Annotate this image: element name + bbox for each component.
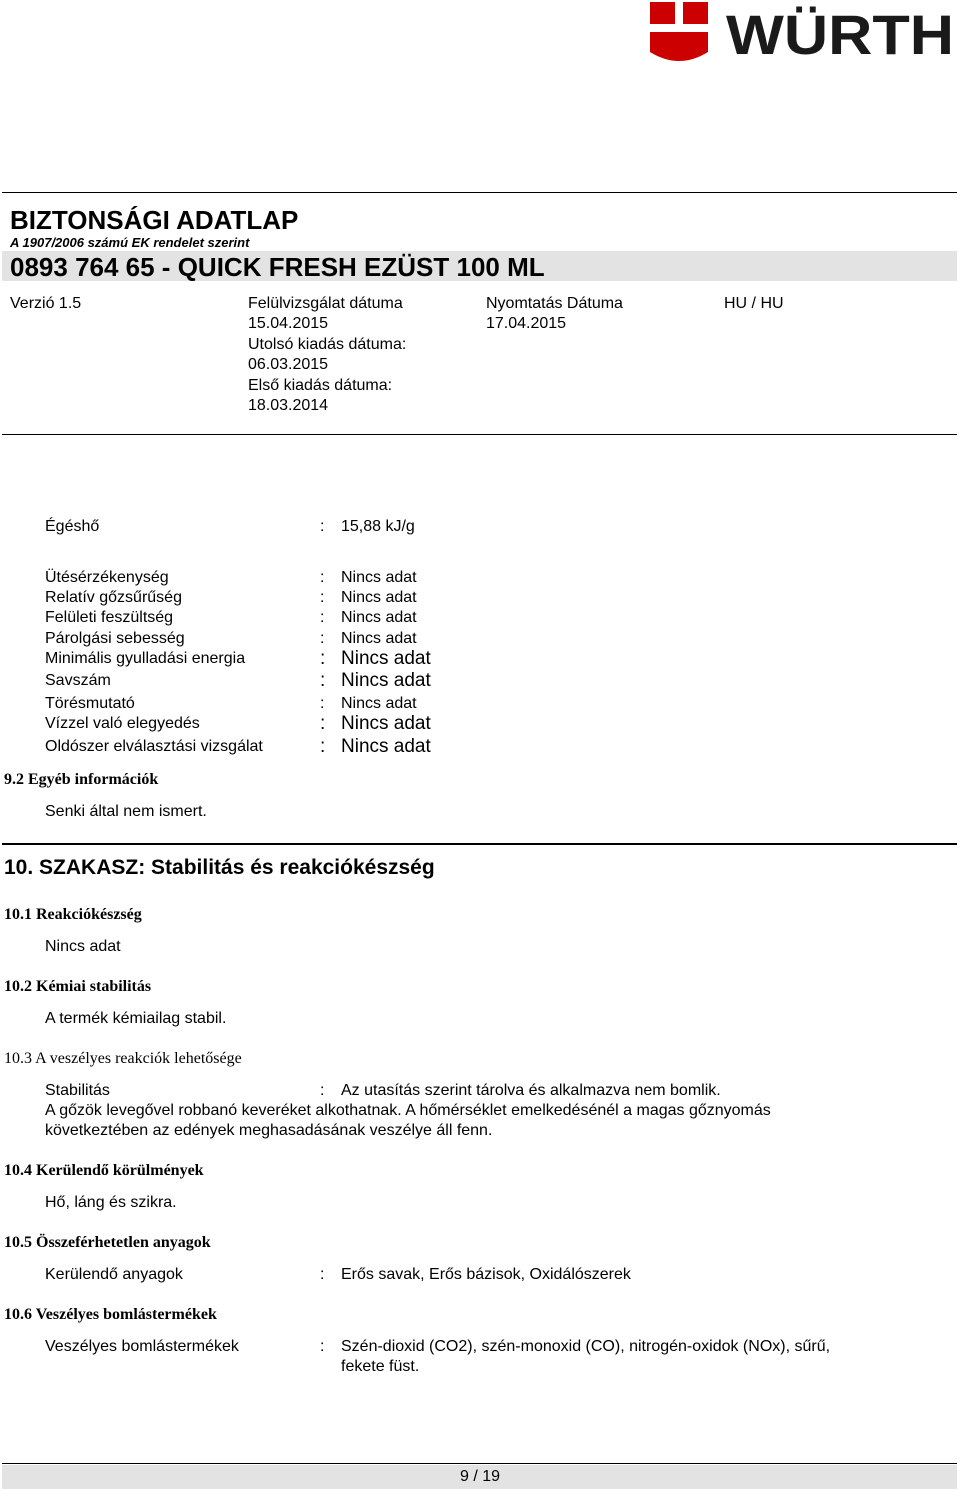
decomposition-label: Veszélyes bomlástermékek — [45, 1338, 239, 1355]
incompatible-value: Erős savak, Erős bázisok, Oxidálószerek — [341, 1266, 631, 1283]
section-text-10-2: A termék kémiailag stabil. — [45, 1010, 227, 1027]
section-heading-9-2: 9.2 Egyéb információk — [4, 771, 159, 788]
prop-value: Nincs adat — [341, 736, 431, 757]
prop-sep: : — [320, 736, 326, 757]
decomposition-value-line2: fekete füst. — [341, 1358, 420, 1375]
product-name: 0893 764 65 - QUICK FRESH EZÜST 100 ML — [10, 252, 545, 282]
prop-label: Felületi feszültség — [45, 609, 174, 626]
prop-label: Égéshő — [45, 518, 100, 535]
first-issue-label: Első kiadás dátuma: — [248, 376, 393, 394]
prop-label: Törésmutató — [45, 695, 135, 712]
prop-sep: : — [320, 630, 325, 647]
last-issue-date: 06.03.2015 — [248, 356, 329, 374]
section-text-9-2: Senki által nem ismert. — [45, 803, 207, 820]
prop-sep: : — [320, 589, 325, 606]
decomposition-sep: : — [320, 1338, 325, 1355]
section-heading-10-6: 10.6 Veszélyes bomlástermékek — [4, 1306, 217, 1323]
stability-value: Az utasítás szerint tárolva és alkalmazva nem bomlik. — [341, 1082, 721, 1099]
prop-value: Nincs adat — [341, 630, 417, 647]
incompatible-label: Kerülendő anyagok — [45, 1266, 183, 1283]
incompatible-sep: : — [320, 1266, 325, 1283]
section-heading-10-3: 10.3 A veszélyes reakciók lehetősége — [4, 1050, 242, 1067]
prop-value: Nincs adat — [341, 670, 431, 691]
stability-note-line2: következtében az edények meghasadásának veszélye áll fenn. — [45, 1122, 493, 1139]
prop-sep: : — [320, 648, 326, 669]
prop-label: Minimális gyulladási energia — [45, 650, 246, 667]
logo-wordmark: WÜRTH — [726, 3, 954, 66]
section-heading-10-4: 10.4 Kerülendő körülmények — [4, 1162, 204, 1179]
header-rule-top — [2, 192, 957, 193]
language: HU / HU — [724, 295, 784, 312]
document-subtitle: A 1907/2006 számú EK rendelet szerint — [10, 235, 250, 250]
prop-label: Oldószer elválasztási vizsgálat — [45, 738, 263, 755]
prop-sep: : — [320, 713, 326, 734]
section-text-10-1: Nincs adat — [45, 938, 121, 955]
section-text-10-4: Hő, láng és szikra. — [45, 1194, 177, 1211]
stability-note-line1: A gőzök levegővel robbanó keveréket alkothatnak. A hőmérséklet emelkedésénél a magas gőznyomás — [45, 1102, 771, 1119]
print-date: 17.04.2015 — [486, 315, 567, 333]
prop-label: Savszám — [45, 672, 111, 689]
prop-sep: : — [320, 609, 325, 626]
stability-label: Stabilitás — [45, 1082, 110, 1099]
section-10-rule — [2, 843, 957, 845]
prop-sep: : — [320, 518, 325, 535]
prop-value: Nincs adat — [341, 609, 417, 626]
prop-value: Nincs adat — [341, 569, 417, 586]
prop-label: Ütésérzékenység — [45, 569, 169, 586]
prop-value: Nincs adat — [341, 695, 417, 712]
revision-label: Felülvizsgálat dátuma — [248, 295, 403, 312]
prop-label: Vízzel való elegyedés — [45, 715, 200, 732]
prop-value: 15,88 kJ/g — [341, 518, 415, 535]
decomposition-value-line1: Szén-dioxid (CO2), szén-monoxid (CO), nitrogén-oxidok (NOx), sűrű, — [341, 1338, 831, 1355]
prop-value: Nincs adat — [341, 713, 431, 734]
prop-label: Párolgási sebesség — [45, 630, 185, 647]
section-10-title: 10. SZAKASZ: Stabilitás és reakciókészség — [4, 856, 435, 879]
date-block — [248, 294, 406, 416]
prop-sep: : — [320, 670, 326, 691]
print-label: Nyomtatás Dátuma — [486, 295, 623, 312]
last-issue-label: Utolsó kiadás dátuma: — [248, 335, 407, 353]
stability-sep: : — [320, 1082, 325, 1099]
prop-sep: : — [320, 569, 325, 586]
section-heading-10-1: 10.1 Reakciókészség — [4, 906, 142, 923]
section-heading-10-2: 10.2 Kémiai stabilitás — [4, 978, 152, 995]
prop-value: Nincs adat — [341, 648, 431, 669]
wurth-logo — [648, 0, 958, 70]
revision-date: 15.04.2015 — [248, 315, 329, 333]
first-issue-date: 18.03.2014 — [248, 397, 329, 415]
prop-label: Relatív gőzsűrűség — [45, 589, 182, 606]
section-heading-10-5: 10.5 Összeférhetetlen anyagok — [4, 1234, 211, 1251]
prop-sep: : — [320, 695, 325, 712]
footer-rule — [2, 1463, 957, 1464]
print-block — [486, 294, 623, 335]
header-rule-bottom — [2, 434, 957, 435]
prop-value: Nincs adat — [341, 589, 417, 606]
page-number: 9 / 19 — [459, 1468, 501, 1485]
version: Verzió 1.5 — [10, 295, 82, 312]
document-title: BIZTONSÁGI ADATLAP — [10, 205, 299, 235]
